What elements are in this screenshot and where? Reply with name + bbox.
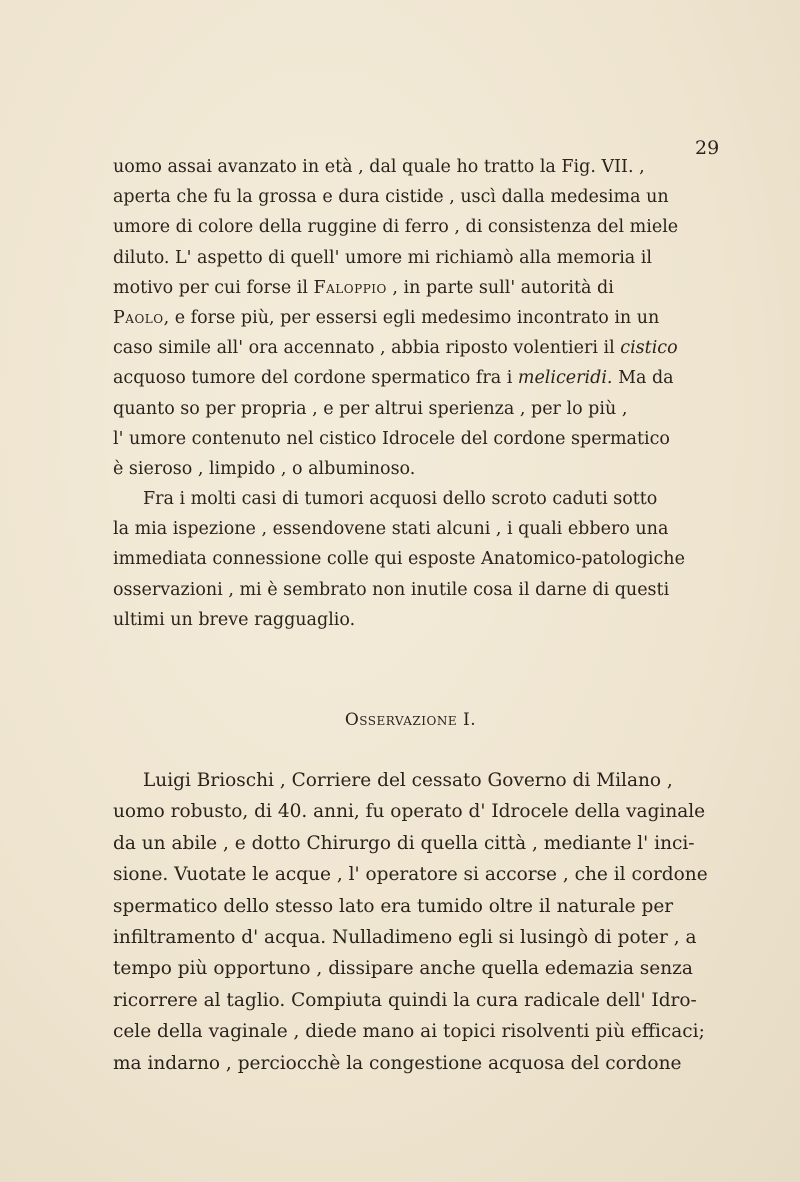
- term-italic: cistico: [620, 338, 678, 359]
- text-line: motivo per cui forse il Faloppio , in parte sull' autorità di: [113, 277, 614, 298]
- text-line: Luigi Brioschi , Corriere del cessato Governo di Milano ,: [143, 770, 673, 791]
- author-name: Faloppio: [313, 277, 387, 298]
- text-line: uomo assai avanzato in età , dal quale ho tratto la Fig. VII. ,: [113, 157, 645, 177]
- paragraph-2: [113, 484, 708, 635]
- text-line: da un abile , e dotto Chirurgo di quella città , mediante l' inci-: [113, 832, 695, 854]
- text-line: Fra i molti casi di tumori acquosi dello scroto caduti sotto: [143, 489, 658, 510]
- text-line: cele della vaginale , diede mano ai topici risolventi più efficaci;: [113, 1021, 705, 1043]
- text-line: infiltramento d' acqua. Nulladimeno egli si lusingò di poter , a: [113, 926, 697, 948]
- text-line: uomo robusto, di 40. anni, fu operato d' Idrocele della vaginale: [113, 801, 706, 823]
- text-line: osservazioni , mi è sembrato non inutile cosa il darne di questi: [113, 579, 670, 600]
- text-line: quanto so per propria , e per altrui sperienza , per lo più ,: [113, 398, 628, 419]
- text-line: la mia ispezione , essendovene stati alcuni , i quali ebbero una: [113, 519, 669, 540]
- text-line: immediata connessione colle qui esposte Anatomico-patologiche: [113, 549, 685, 570]
- paragraph-1: [113, 152, 708, 484]
- text-line: umore di colore della ruggine di ferro , di consistenza del miele: [113, 217, 679, 238]
- text-line: diluto. L' aspetto di quell' umore mi richiamò alla memoria il: [113, 247, 652, 268]
- text-line: Paolo, e forse più, per essersi egli medesimo incontrato in un: [113, 307, 660, 328]
- page-number: 29: [695, 137, 720, 159]
- text-line: ricorrere al taglio. Compiuta quindi la cura radicale dell' Idro-: [113, 989, 697, 1011]
- author-name: Paolo: [113, 307, 164, 328]
- text-line: caso simile all' ora accennato , abbia riposto volentieri il cistico: [113, 338, 678, 359]
- section-heading: Osservazione I.: [344, 710, 477, 730]
- text-line: ultimi un breve ragguaglio.: [113, 609, 356, 630]
- text-line: spermatico dello stesso lato era tumido oltre il naturale per: [113, 895, 674, 917]
- text-line: acquoso tumore del cordone spermatico fra i meliceridi. Ma da: [113, 368, 674, 389]
- text-body: [113, 152, 708, 1079]
- text-line: tempo più opportuno , dissipare anche quella edemazia senza: [113, 958, 693, 980]
- term-italic: meliceridi.: [517, 368, 613, 389]
- text-line: sione. Vuotate le acque , l' operatore si accorse , che il cordone: [113, 864, 708, 886]
- text-line: l' umore contenuto nel cistico Idrocele del cordone spermatico: [113, 428, 670, 449]
- paragraph-3: [113, 765, 708, 1079]
- text-line: aperta che fu la grossa e dura cistide , uscì dalla medesima un: [113, 187, 669, 208]
- text-line: ma indarno , perciocchè la congestione acquosa del cordone: [113, 1052, 682, 1074]
- text-line: è sieroso , limpido , o albuminoso.: [113, 458, 416, 479]
